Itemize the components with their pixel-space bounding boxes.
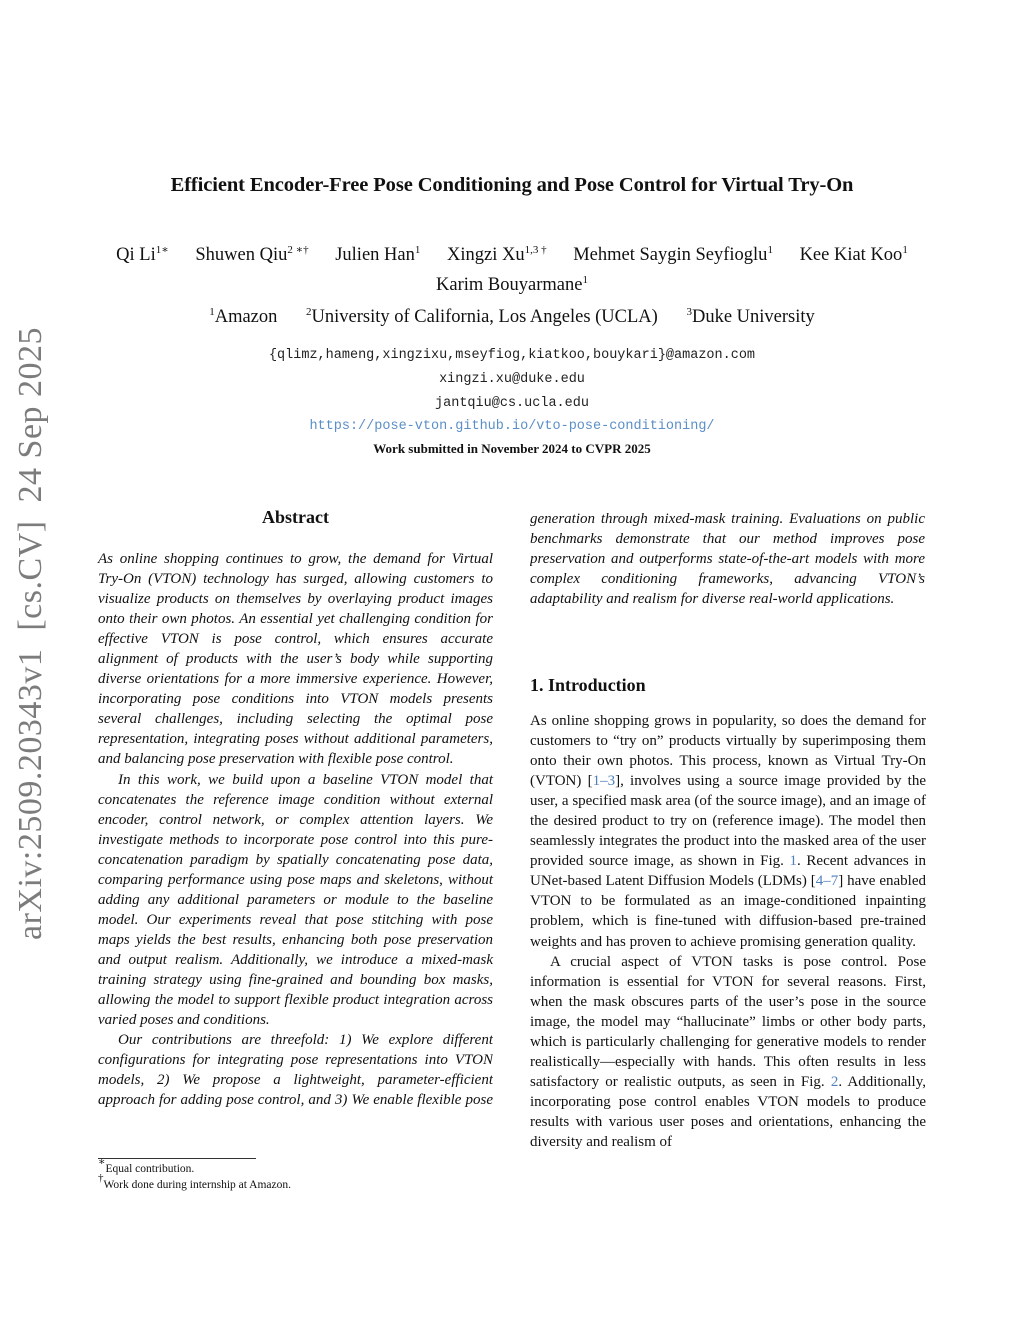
abstract-paragraph: In this work, we build upon a baseline VTON model that concatenates the reference image condition without external encoder, control network, or complex attention layers. We investigate methods to incorporate pose control into this pure-concatenation paradigm by spatially concatenating pose data, comparing performance using pose maps and skeletons, without adding any additional parameters or module to the baseline model. Our experiments reveal that pose stitching with pose maps yields the best results, enhancing both pose preservation and output realism. Additionally, we introduce a mixed-mask training strategy using fine-grained and bounding box masks, allowing the model to support flexible product integration across varied poses and conditions.	[98, 771, 493, 1029]
author: Karim Bouyarmane$^1$	[436, 274, 588, 295]
introduction-paragraph: A crucial aspect of VTON tasks is pose control. Pose information is essential for VTON for several reasons. First, when the mask obscures parts of the user’s pose in the source image, the model may “hallucinate” limbs or other body parts, which is particularly challenging for generative models to render realistically—especially with hands. This often results in less satisfactory or realistic outputs, as seen in Fig. 2. Additionally, incorporating pose control enables VTON models to produce results with various user poses and orientations, enhancing the diversity and realism of	[530, 953, 927, 1150]
email-amazon: {qlimz,hameng,xingzixu,mseyfiog,kiatkoo,bouykari}@amazon.com	[268, 348, 756, 363]
abstract-paragraph: As online shopping continues to grow, the demand for Virtual Try-On (VTON) technology has surged, allowing customers to visualize products on themselves by overlaying product images onto their own photos. An essential yet challenging condition for effective VTON is pose control, which ensures accurate alignment of products with the user’s body while supporting diverse orientations for a more immersive experience. However, incorporating pose conditions into VTON models presents several challenges, including selecting the optimal pose representation, integrating poses without additional parameters, and balancing pose preservation with flexible pose control.	[98, 551, 493, 768]
introduction-body	[530, 711, 926, 1152]
submission-note: Work submitted in November 2024 to CVPR 2025	[373, 441, 651, 456]
footnote: ∗Equal contribution.	[98, 1156, 195, 1175]
affiliation: $^3$Duke University	[686, 306, 815, 327]
project-url-link[interactable]: https://pose-vton.github.io/vto-pose-conditioning/	[309, 419, 715, 434]
email-ucla: jantqiu@cs.ucla.edu	[435, 396, 589, 411]
abstract-heading: Abstract	[262, 507, 329, 527]
abstract-paragraph-continued: generation through mixed-mask training. Evaluations on public benchmarks demonstrate that our method improves pose preservation and outperforms state-of-the-art models with more complex conditioning frameworks, advancing VTON’s adaptability and realism for diverse real-world applications.	[530, 511, 925, 608]
figure-link[interactable]: 1	[789, 853, 798, 870]
email-duke: xingzi.xu@duke.edu	[439, 372, 585, 387]
introduction-paragraph: As online shopping grows in popularity, so does the demand for customers to “try on” products virtually by superimposing them onto their own photos. This process, known as Virtual Try-On (VTON) [1–3], involves using a source image provided by the user, a specified mask area (of the source image), and an image of the desired product to try on (reference image). The model then seamlessly integrates the product into the masked area of the user provided source image, as shown in Fig. 1. Recent advances in UNet-based Latent Diffusion Models (LDMs) [4–7] have enabled VTON to be formulated as an image-conditioned inpainting problem, which is fine-tuned with diffusion-based pre-trained weights and has proven to achieve promising generation quality.	[530, 713, 926, 950]
author: Xingzi $Xu^{1,3 \dagger}$	[446, 244, 547, 265]
affiliation: $^2$University of California, Los Angeles (UCLA)	[306, 306, 658, 327]
section-heading-introduction: 1. Introduction	[530, 675, 646, 695]
citation-link[interactable]: 1–3	[592, 773, 616, 790]
affiliations	[0, 307, 1024, 328]
footnote: †Work done during internship at Amazon.	[98, 1172, 292, 1191]
citation-link[interactable]: 4–7	[815, 873, 839, 890]
abstract-body	[98, 549, 493, 1110]
author: Shuwen Qiu$^{2 ∗\dagger}$	[195, 244, 309, 265]
arxiv-category: [cs.CV]	[12, 520, 49, 631]
paper-title: Efficient Encoder-Free Pose Conditioning and Pose Control for Virtual Try-On	[170, 174, 854, 196]
figure-link[interactable]: 2	[830, 1073, 839, 1090]
abstract-continuation	[530, 509, 926, 630]
arxiv-date: 24 Sep 2025	[12, 326, 49, 503]
arxiv-id: arXiv:2509.20343v1	[12, 648, 49, 940]
author: Kee Kiat Koo$^1$	[799, 244, 908, 265]
author: Qi $Li^{1∗}$	[116, 244, 169, 265]
author: Mehmet Saygin Seyfioglu$^1$	[573, 244, 773, 265]
author: Julien Han$^1$	[335, 244, 421, 265]
affiliation: $^1$Amazon	[209, 306, 278, 327]
author-list	[0, 240, 1024, 300]
abstract-paragraph: Our contributions are threefold: 1) We explore different configurations for integrating pose representations into VTON models, 2) We propose a lightweight, parameter-efficient approach for adding pose control, and 3) We enable flexible pose	[98, 1032, 493, 1109]
footnote-rule	[98, 1158, 256, 1159]
